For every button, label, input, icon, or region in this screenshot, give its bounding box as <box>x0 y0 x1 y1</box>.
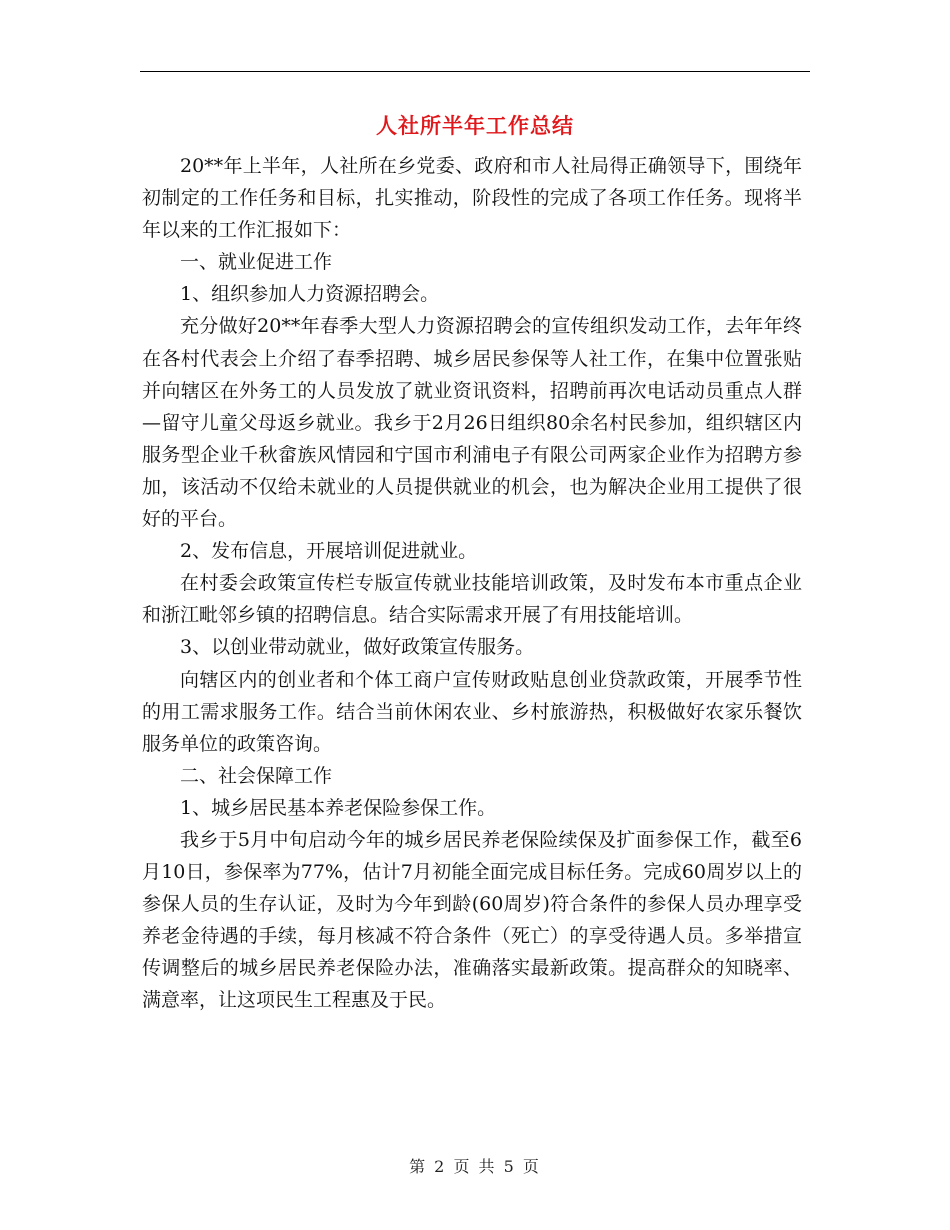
document-title: 人社所半年工作总结 <box>376 114 574 138</box>
paragraph-job-fair: 充分做好20**年春季大型人力资源招聘会的宣传组织发动工作，去年年终在各村代表会上介绍了春季招聘、城乡居民参保等人社工作，在集中位置张贴并向辖区在外务工的人员发放了就业资讯资料，招聘前再次电话动员重点人群—留守儿童父母返乡就业。我乡于2月26日组织80余名村民参加，组织辖区内服务型企业千秋畲族风情园和宁国市利浦电子有限公司两家企业作为招聘方参加，该活动不仅给未就业的人员提供就业的机会，也为解决企业用工提供了很好的平台。 <box>142 315 802 531</box>
page-number-footer: 第 2 页 共 5 页 <box>409 1157 541 1176</box>
subheading-entrepreneurship: 3、以创业带动就业，做好政策宣传服务。 <box>180 636 535 659</box>
paragraph-training: 在村委会政策宣传栏专版宣传就业技能培训政策，及时发布本市重点企业和浙江毗邻乡镇的招聘信息。结合实际需求开展了有用技能培训。 <box>142 572 802 627</box>
subheading-training: 2、发布信息，开展培训促进就业。 <box>180 540 478 563</box>
paragraph-pension: 我乡于5月中旬启动今年的城乡居民养老保险续保及扩面参保工作，截至6月10日，参保率为77%，估计7月初能全面完成目标任务。完成60周岁以上的参保人员的生存认证，及时为今年到龄(60周岁)符合条件的参保人员办理享受养老金待遇的手续，每月核减不符合条件（死亡）的享受待遇人员。多举措宣传调整后的城乡居民养老保险办法，准确落实最新政策。提高群众的知晓率、满意率，让这项民生工程惠及于民。 <box>142 828 802 1012</box>
document-body <box>142 150 802 1017</box>
intro-paragraph: 20**年上半年，人社所在乡党委、政府和市人社局得正确领导下，围绕年初制定的工作任务和目标，扎实推动，阶段性的完成了各项工作任务。现将半年以来的工作汇报如下： <box>142 155 802 242</box>
paragraph-entrepreneurship: 向辖区内的创业者和个体工商户宣传财政贴息创业贷款政策，开展季节性的用工需求服务工作。结合当前休闲农业、乡村旅游热，积极做好农家乐餐饮服务单位的政策咨询。 <box>142 668 802 755</box>
header-rule <box>140 71 810 72</box>
section-heading-employment: 一、就业促进工作 <box>180 251 333 274</box>
subheading-pension: 1、城乡居民基本养老保险参保工作。 <box>180 796 497 819</box>
subheading-job-fair: 1、组织参加人力资源招聘会。 <box>180 283 440 306</box>
section-heading-social-security: 二、社会保障工作 <box>180 764 333 787</box>
